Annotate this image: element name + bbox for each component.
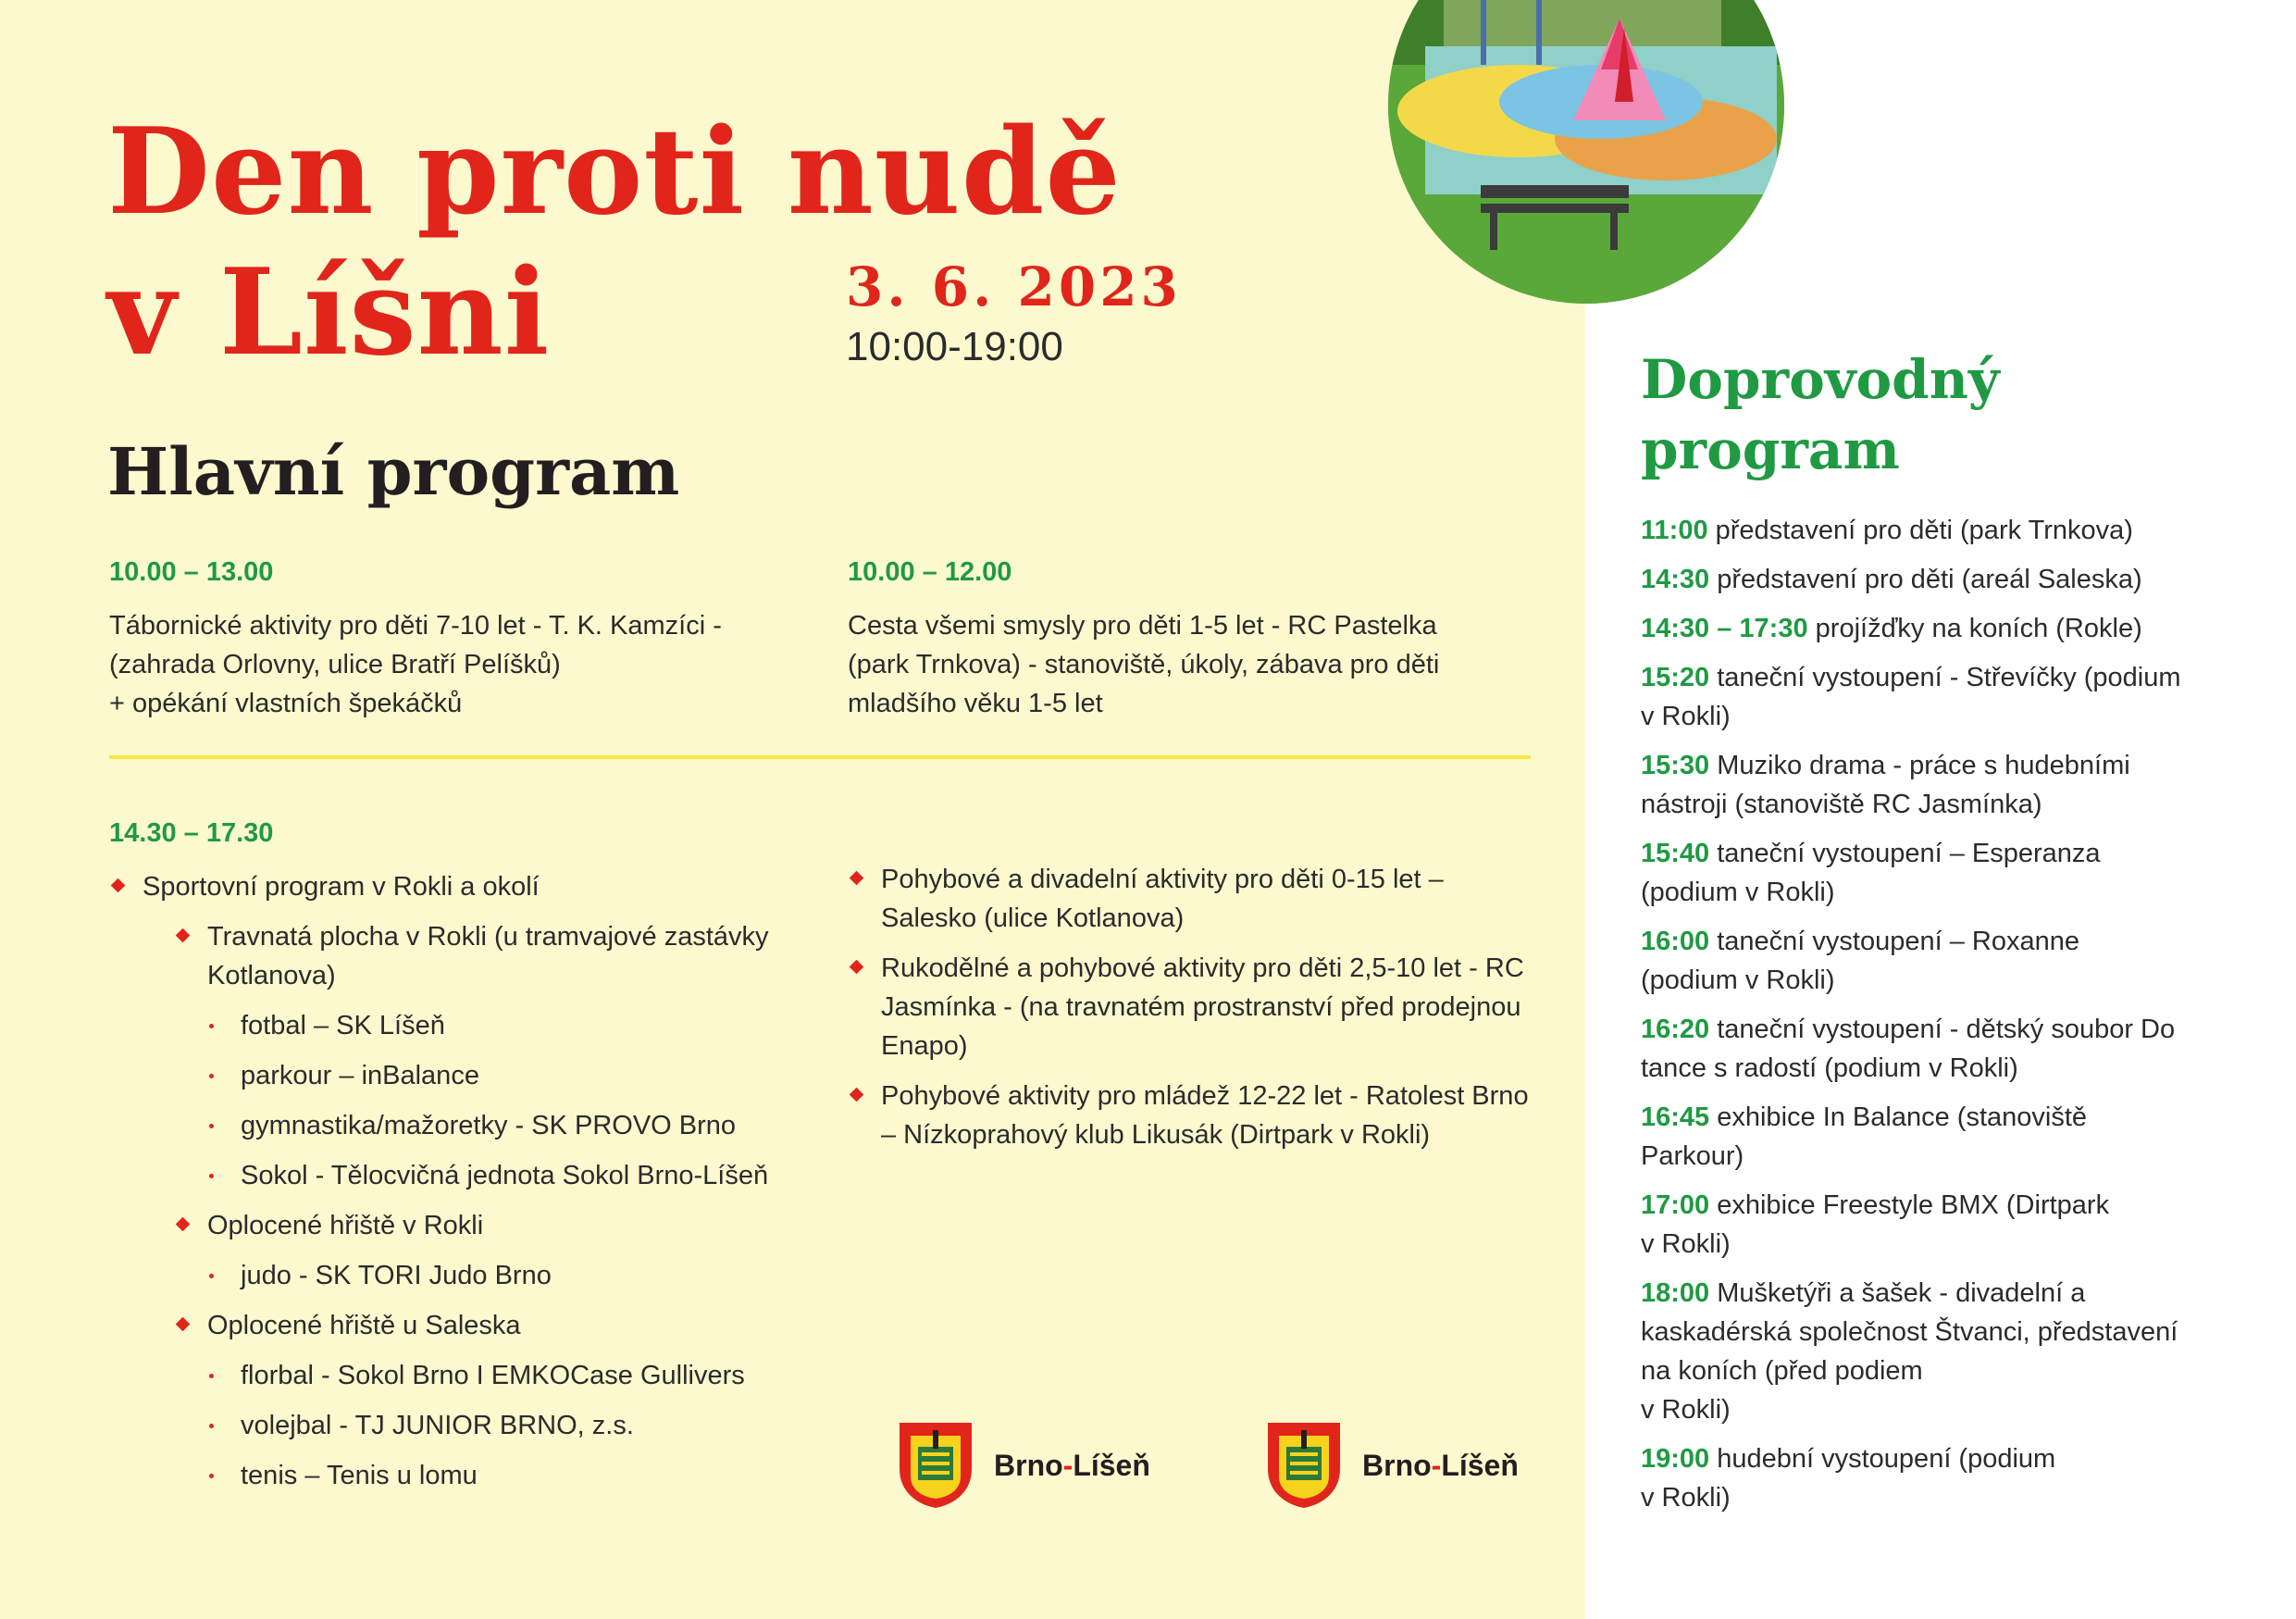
list-item: Travnatá plocha v Rokli (u tramvajové zastávky Kotlanova) [109,917,813,995]
list-item: 15:20 taneční vystoupení - Střevíčky (podium v Rokli) [1641,663,2181,731]
list-item: 14:30 – 17:30 projížďky na koních (Rokle) [1641,614,2142,643]
list-item: 19:00 hudební vystoupení (podium v Rokli) [1641,1444,2056,1513]
list-item: Oplocené hřiště u Saleska [109,1306,813,1345]
diamond-bullet-icon [850,960,864,975]
brno-lisen-logo [1266,1421,1519,1510]
list-item: 16:45 exhibice In Balance (stanoviště Parkour) [1641,1102,2088,1171]
program-block-1 [109,553,813,723]
program-block-3 [109,814,813,1506]
diamond-bullet-icon [176,1317,191,1332]
list-item: 16:20 taneční vystoupení - dětský soubor Do tance s radostí (podium v Rokli) [1641,1015,2176,1083]
diamond-bullet-icon [176,928,191,943]
diamond-bullet-icon [850,1088,864,1102]
list-item: parkour – inBalance [109,1056,813,1095]
list-item: florbal - Sokol Brno I EMKOCase Gullivers [109,1356,813,1395]
coat-of-arms-icon [1266,1421,1342,1510]
list-item: tenis – Tenis u lomu [109,1456,813,1495]
list-item: Sokol - Tělocvičná jednota Sokol Brno-Líšeň [109,1156,813,1195]
brno-lisen-logo [898,1421,1150,1510]
side-program-heading [1641,344,2000,485]
list-item: 16:00 taneční vystoupení – Roxanne (podium v Rokli) [1641,927,2080,995]
dot-bullet-icon [209,1074,214,1078]
list-item: Pohybové a divadelní aktivity pro děti 0-15 let – Salesko (ulice Kotlanova) [848,860,1542,938]
main-program-heading: Hlavní program [107,433,680,510]
dot-bullet-icon [209,1024,214,1028]
dot-bullet-icon [209,1424,214,1428]
block-description: Tábornické aktivity pro děti 7-10 let - T. K. Kamzíci - (zahrada Orlovny, ulice Bratří Pelíšků) + opékání vlastních špekáčků [109,611,722,718]
event-title-line1: Den proti nudě [107,103,1122,242]
list-item: Oplocené hřiště v Rokli [109,1206,813,1245]
block-time: 10.00 – 13.00 [109,557,274,587]
sport-program-list [109,867,813,1495]
diamond-bullet-icon [111,878,126,893]
block-time: 10.00 – 12.00 [848,557,1012,587]
diamond-bullet-icon [176,1217,191,1232]
side-heading-line1: Doprovodný [1641,348,2000,411]
list-item: judo - SK TORI Judo Brno [109,1256,813,1295]
list-item: 14:30 představení pro děti (areál Saleska) [1641,565,2142,594]
list-item: 18:00 Mušketýři a šašek - divadelní a kaskadérská společnost Štvanci, představení na koních (před podiem v Rokli) [1641,1278,2178,1425]
block-time: 14.30 – 17.30 [109,818,274,848]
list-item: 15:40 taneční vystoupení – Esperanza (podium v Rokli) [1641,839,2101,907]
dot-bullet-icon [209,1124,214,1128]
diamond-bullet-icon [850,871,864,886]
list-item: Sportovní program v Rokli a okolí [109,867,813,906]
event-title-line2: v Líšni [107,243,551,382]
dot-bullet-icon [209,1174,214,1178]
program-block-3-right [848,860,1542,1165]
list-item: 17:00 exhibice Freestyle BMX (Dirtpark v Rokli) [1641,1190,2110,1259]
dot-bullet-icon [209,1474,214,1478]
list-item: volejbal - TJ JUNIOR BRNO, z.s. [109,1406,813,1445]
dot-bullet-icon [209,1374,214,1378]
event-date: 3. 6. 2023 [846,255,1182,318]
coat-of-arms-icon [898,1421,974,1510]
list-item: fotbal – SK Líšeň [109,1006,813,1045]
logo-text: Brno-Líšeň [1362,1448,1519,1482]
list-item: gymnastika/mažoretky - SK PROVO Brno [109,1106,813,1145]
side-heading-line2: program [1641,418,1900,481]
list-item: Pohybové aktivity pro mládež 12-22 let - Ratolest Brno – Nízkoprahový klub Likusák (Dirtpark v Rokli) [848,1077,1542,1154]
list-item: Rukodělné a pohybové aktivity pro děti 2,5-10 let - RC Jasmínka - (na travnatém prostranství před prodejnou Enapo) [848,949,1542,1065]
block-description: Cesta všemi smysly pro děti 1-5 let - RC Pastelka (park Trnkova) - stanoviště, úkoly, zábava pro děti mladšího věku 1-5 let [848,611,1440,718]
dot-bullet-icon [209,1274,214,1278]
activity-list [848,860,1542,1154]
event-hours: 10:00-19:00 [846,324,1063,369]
list-item: 15:30 Muziko drama - práce s hudebními nástroji (stanoviště RC Jasmínka) [1641,751,2130,819]
program-block-2 [848,553,1551,723]
list-item: 11:00 představení pro děti (park Trnkova) [1641,516,2133,545]
side-program-list [1641,511,2270,1527]
section-divider [109,755,1531,759]
logo-text: Brno-Líšeň [994,1448,1150,1482]
